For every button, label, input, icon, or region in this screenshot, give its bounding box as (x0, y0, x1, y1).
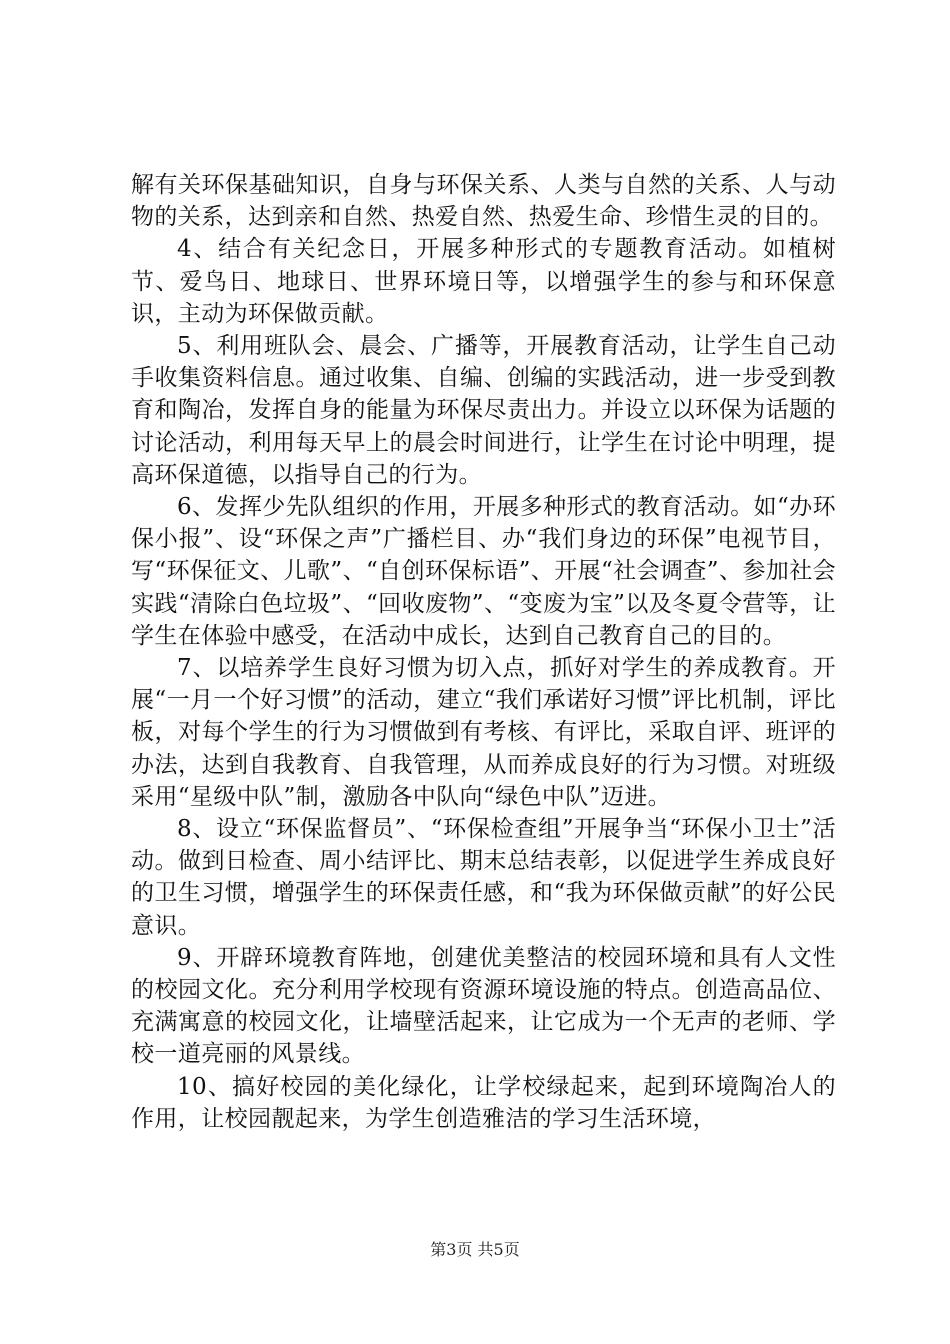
paragraph-item-4: 4、结合有关纪念日，开展多种形式的专题教育活动。如植树节、爱鸟日、地球日、世界环境日等，以增强学生的参与和环保意识，主动为环保做贡献。 (131, 236, 836, 327)
paragraph-item-7: 7、以培养学生良好习惯为切入点，抓好对学生的养成教育。开展“一月一个好习惯”的活动，建立“我们承诺好习惯”评比机制，评比板，对每个学生的行为习惯做到有考核、有评比，采取自评、班评的办法，达到自我教育、自我管理，从而养成良好的行为习惯。对班级采用“星级中队”制，激励各中队向“绿色中队”迈进。 (131, 655, 836, 810)
paragraph-item-5: 5、利用班队会、晨会、广播等，开展教育活动，让学生自己动手收集资料信息。通过收集、自编、创编的实践活动，进一步受到教育和陶冶，发挥自身的能量为环保尽责出力。并设立以环保为话题的讨论活动，利用每天早上的晨会时间进行，让学生在讨论中明理，提高环保道德，以指导自己的行为。 (131, 333, 836, 488)
paragraph-item-6: 6、发挥少先队组织的作用，开展多种形式的教育活动。如“办环保小报”、设“环保之声”广播栏目、办“我们身边的环保”电视节目，写“环保征文、儿歌”、“自创环保标语”、开展“社会调查”、参加社会实践“清除白色垃圾”、“回收废物”、“变废为宝”以及冬夏令营等，让学生在体验中感受，在活动中成长，达到自己教育自己的目的。 (131, 494, 836, 649)
paragraph-item-8: 8、设立“环保监督员”、“环保检查组”开展争当“环保小卫士”活动。做到日检查、周小结评比、期末总结表彰，以促进学生养成良好的卫生习惯，增强学生的环保责任感，和“我为环保做贡献”的好公民意识。 (131, 816, 836, 939)
page-number-footer: 第3页 共5页 (430, 1240, 520, 1259)
paragraph-continuation: 解有关环保基础知识，自身与环保关系、人类与自然的关系、人与动物的关系，达到亲和自然、热爱自然、热爱生命、珍惜生灵的目的。 (131, 172, 836, 231)
paragraph-item-9: 9、开辟环境教育阵地，创建优美整洁的校园环境和具有人文性的校园文化。充分利用学校现有资源环境设施的特点。创造高品位、充满寓意的校园文化，让墙壁活起来，让它成为一个无声的老师、学校一道亮丽的风景线。 (131, 944, 836, 1068)
paragraph-item-10: 10、搞好校园的美化绿化，让学校绿起来，起到环境陶冶人的作用，让校园靓起来，为学生创造雅洁的学习生活环境， (131, 1073, 836, 1132)
body-text (131, 169, 836, 1135)
